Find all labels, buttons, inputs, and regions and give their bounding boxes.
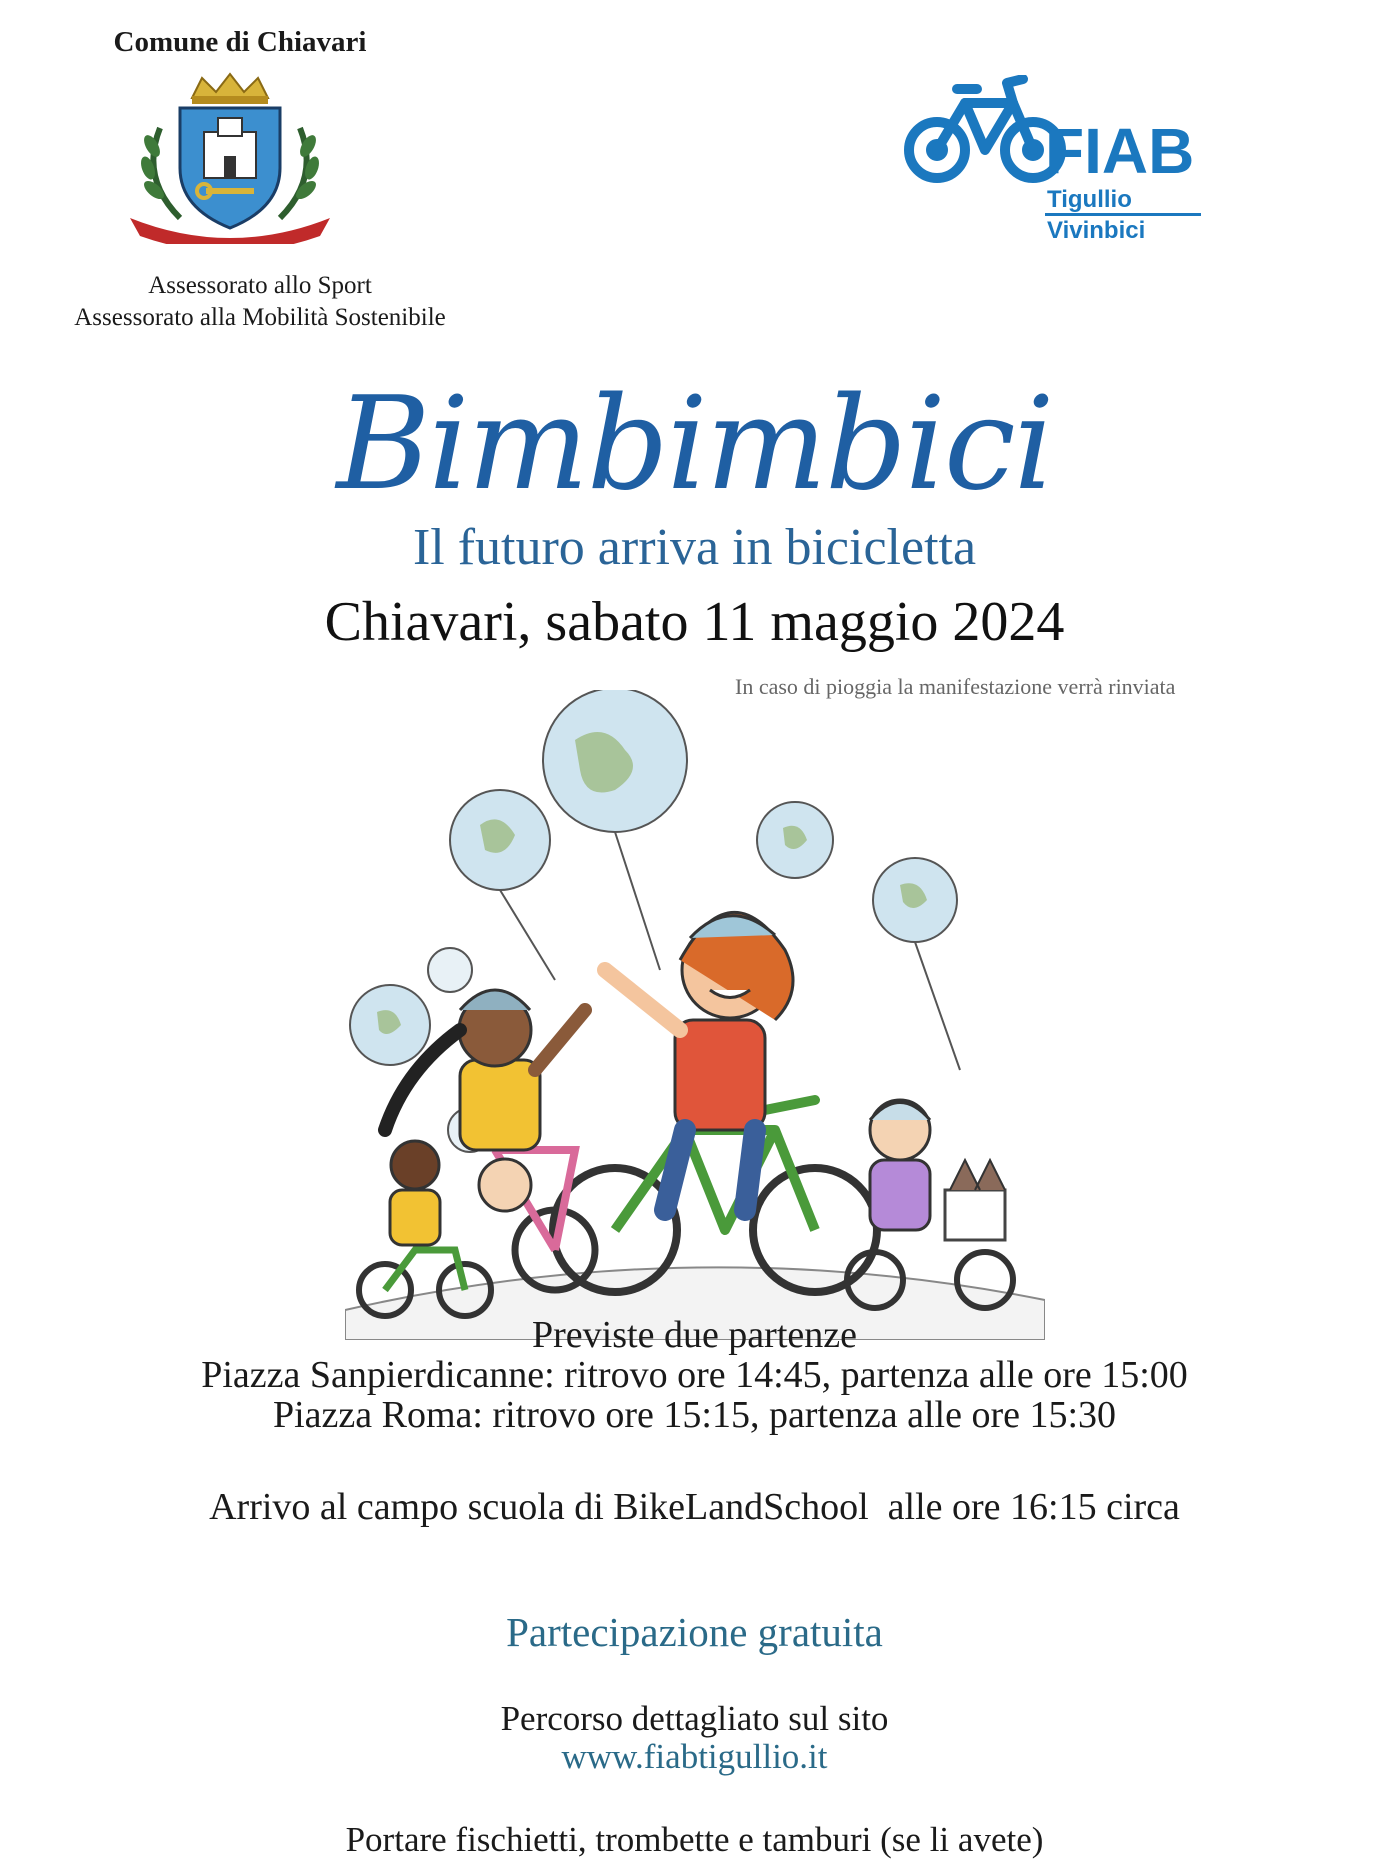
department-sport: Assessorato allo Sport (148, 272, 372, 299)
fiab-line2: Vivinbici (1047, 217, 1146, 244)
rain-note: In caso di pioggia la manifestazione verrà rinviata (735, 674, 1176, 699)
event-title: Bimbimbici (336, 370, 1053, 519)
participation-note: Partecipazione gratuita (506, 1609, 883, 1655)
boy-on-green-bike (553, 912, 877, 1292)
departure-item: Piazza Roma: ritrovo ore 15:15, partenza alle ore 15:30 (272, 1394, 1117, 1436)
coat-of-arms-icon (120, 68, 340, 244)
department-mobility: Assessorato alla Mobilità Sostenibile (74, 304, 446, 331)
bring-note: Portare fischietti, trombette e tamburi (se li avete) (345, 1820, 1044, 1859)
bicycle-icon (909, 79, 1061, 178)
event-subtitle: Il futuro arriva in bicicletta (412, 519, 977, 576)
kids-cycling-illustration (345, 690, 1045, 1340)
departure-item: Piazza Sanpierdicanne: ritrovo ore 14:45, partenza alle ore 15:00 (201, 1354, 1188, 1396)
municipality-name: Comune di Chiavari (113, 26, 367, 58)
arrival-info: Arrivo al campo scuola di BikeLandSchool alle ore 16:15 circa (209, 1486, 1180, 1528)
fiab-line1: Tigullio (1047, 186, 1132, 213)
fiab-logo (895, 75, 1215, 245)
departures-section (0, 1315, 1389, 1435)
departures-heading: Previste due partenze (532, 1314, 857, 1356)
route-url-link[interactable]: www.fiabtigullio.it (561, 1737, 828, 1776)
globe-balloons (350, 690, 960, 1152)
route-text: Percorso dettagliato sul sito (500, 1699, 889, 1738)
event-date: Chiavari, sabato 11 maggio 2024 (324, 591, 1065, 653)
fiab-name: FIAB (1045, 115, 1195, 187)
departments (20, 270, 500, 334)
route-section (0, 1700, 1389, 1776)
